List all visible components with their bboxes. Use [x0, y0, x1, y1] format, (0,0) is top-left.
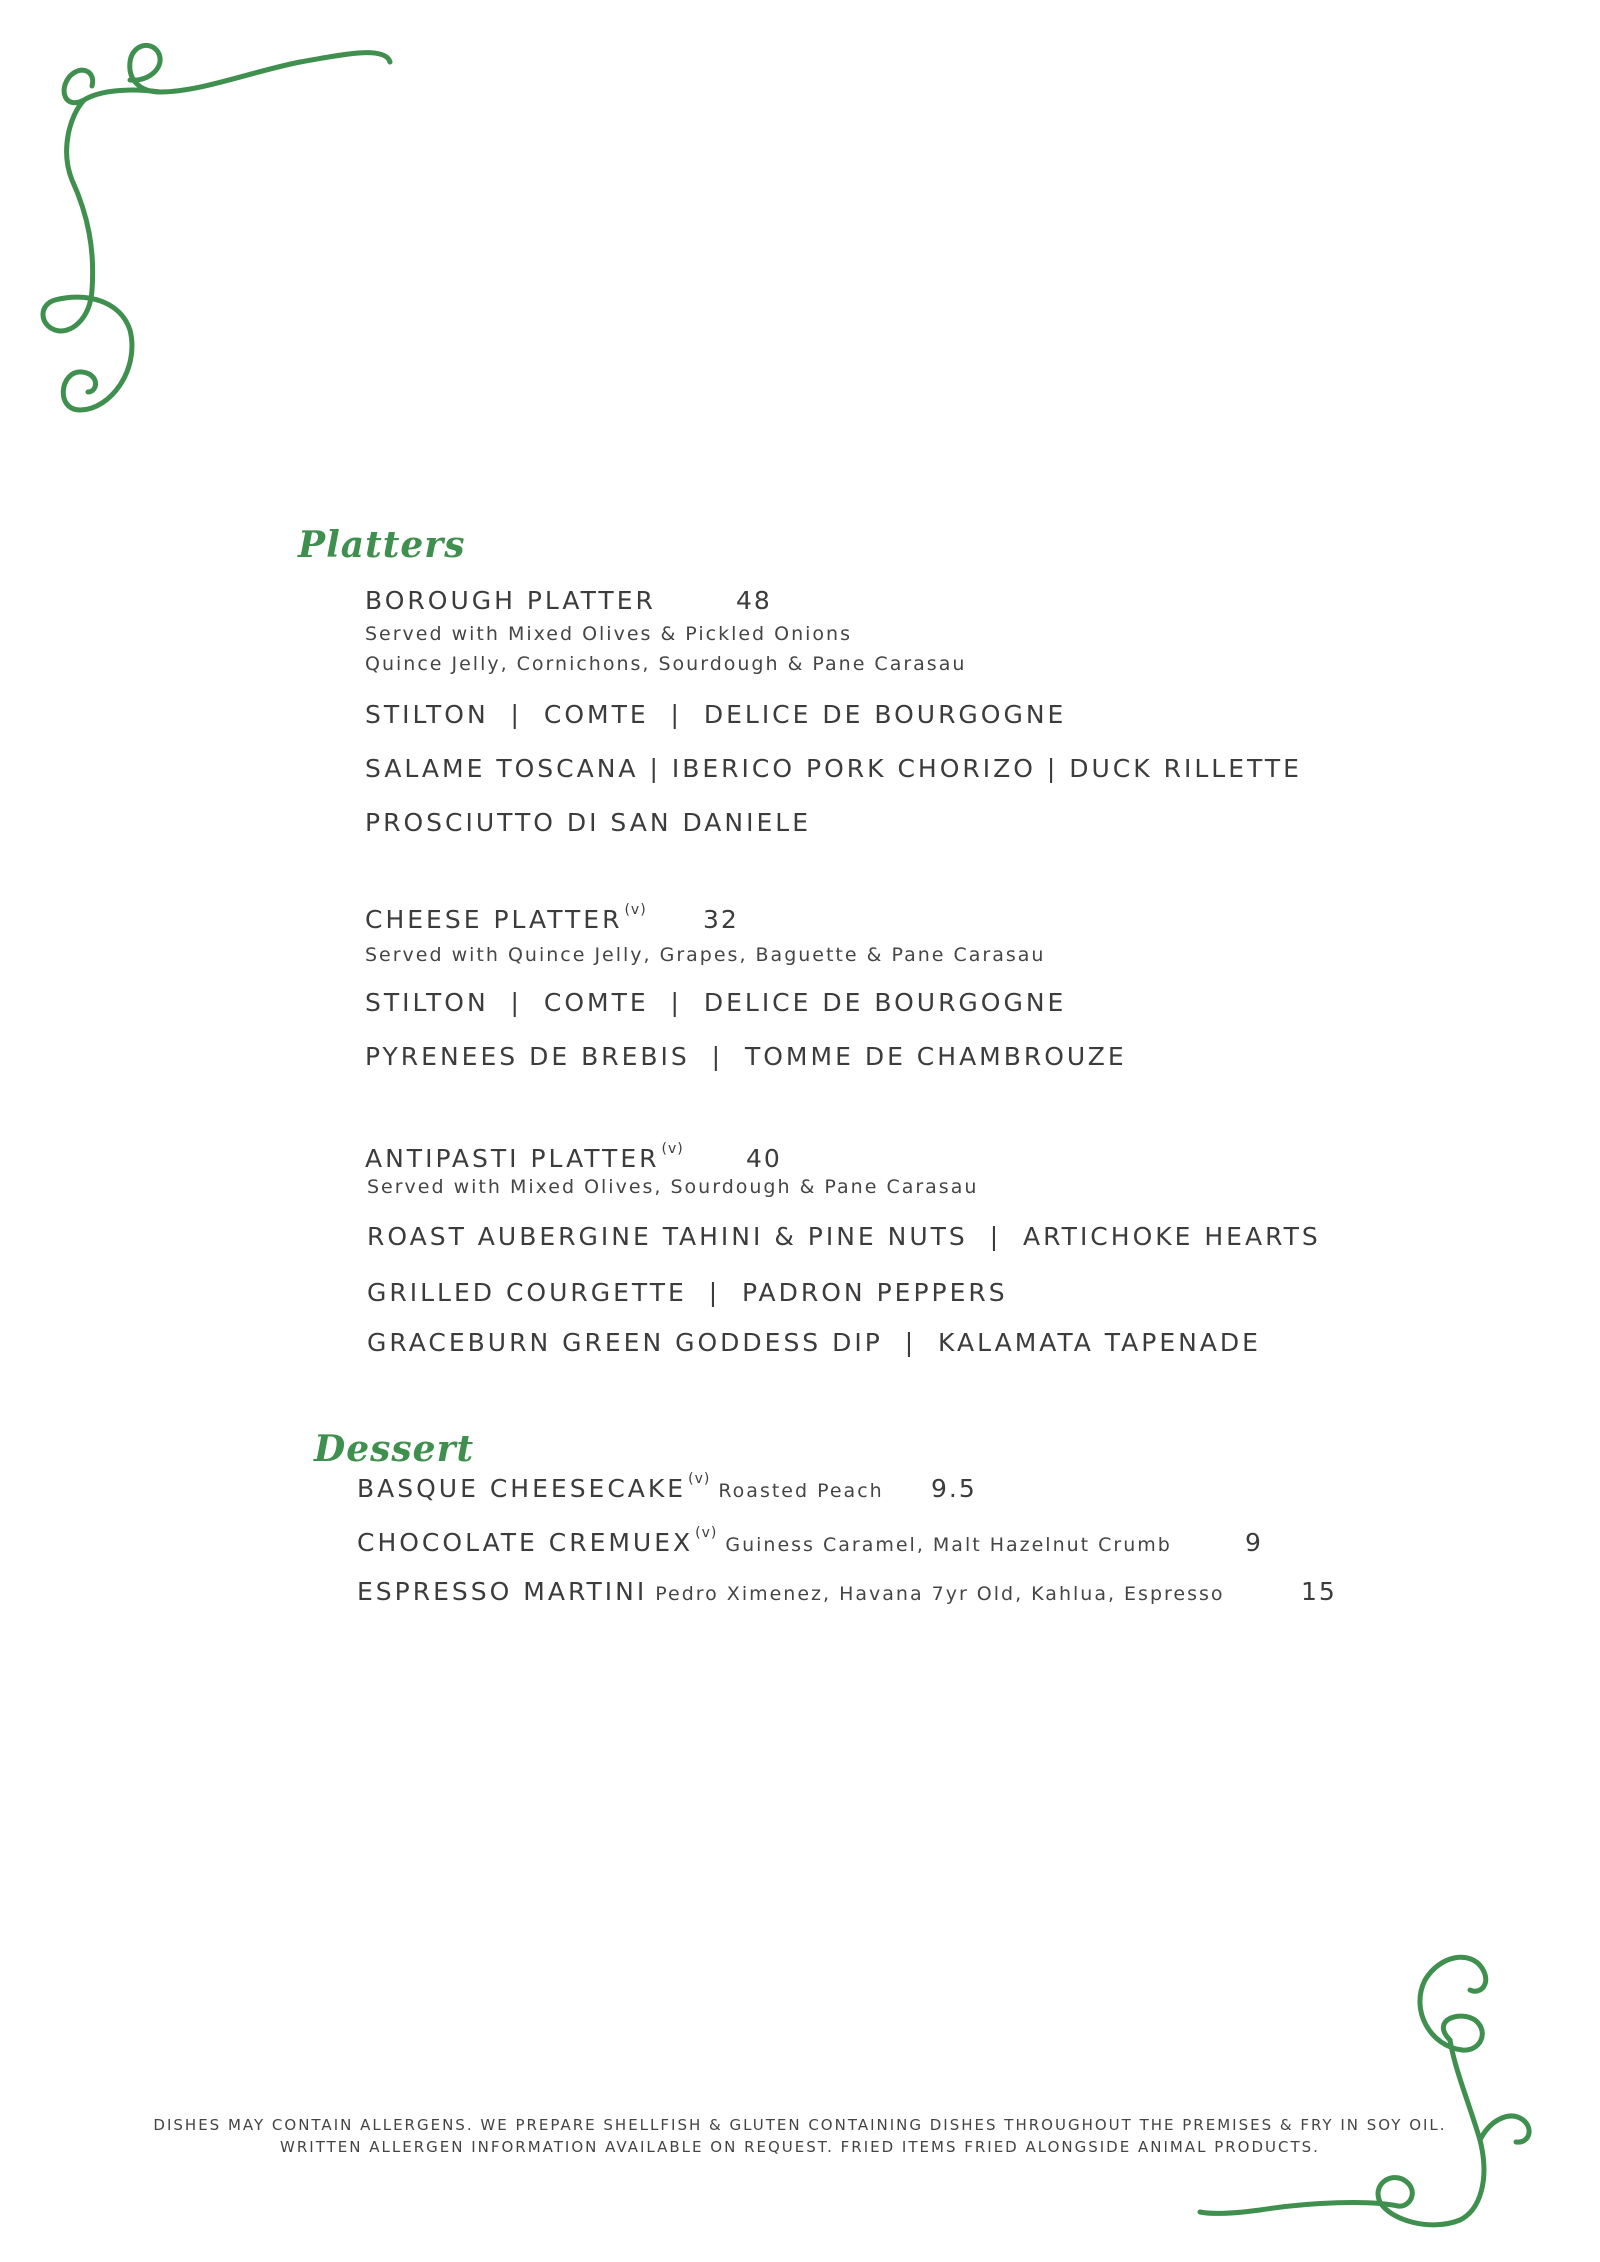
borough-platter-price: 48: [736, 586, 772, 615]
dessert-item-price: 9: [1245, 1528, 1263, 1557]
dessert-item-name: ESPRESSO MARTINI: [357, 1577, 648, 1606]
dessert-section-title: Dessert: [314, 1428, 475, 1470]
antipasti-platter-price: 40: [746, 1144, 782, 1173]
cheese-platter-desc-1: Served with Quince Jelly, Grapes, Baguette & Pane Carasau: [365, 944, 1046, 966]
borough-platter-desc-2: Quince Jelly, Cornichons, Sourdough & Pane Carasau: [365, 653, 967, 675]
allergen-notice-line-2: WRITTEN ALLERGEN INFORMATION AVAILABLE ON REQUEST. FRIED ITEMS FRIED ALONGSIDE ANIMAL PRODUCTS.: [280, 2138, 1320, 2156]
antipasti-platter-veg-tag: (v): [661, 1141, 684, 1157]
cheese-platter-name-row: [365, 902, 647, 934]
borough-platter-desc-1: Served with Mixed Olives & Pickled Onions: [365, 623, 852, 645]
dessert-item-desc: Pedro Ximenez, Havana 7yr Old, Kahlua, Espresso: [655, 1583, 1225, 1605]
dessert-item-veg-tag: (v): [688, 1471, 711, 1487]
antipasti-platter-desc-1: Served with Mixed Olives, Sourdough & Pane Carasau: [367, 1176, 979, 1198]
cheese-platter-line-1: STILTON | COMTE | DELICE DE BOURGOGNE: [365, 988, 1067, 1017]
top-left-swirl-ornament: [0, 0, 420, 430]
cheese-platter-veg-tag: (v): [624, 902, 647, 918]
bottom-right-swirl-ornament: [1190, 1840, 1600, 2262]
dessert-item-price: 15: [1301, 1577, 1337, 1606]
dessert-item-desc: Guiness Caramel, Malt Hazelnut Crumb: [725, 1534, 1172, 1556]
cheese-platter-name: CHEESE PLATTER: [365, 905, 623, 934]
antipasti-platter-name-row: [365, 1141, 684, 1173]
dessert-item-desc: Roasted Peach: [718, 1480, 884, 1502]
allergen-notice-line-1: DISHES MAY CONTAIN ALLERGENS. WE PREPARE SHELLFISH & GLUTEN CONTAINING DISHES THROUGHOUT THE PREMISES & FRY IN SOY OIL.: [153, 2116, 1447, 2134]
borough-platter-line-1: STILTON | COMTE | DELICE DE BOURGOGNE: [365, 700, 1067, 729]
dessert-item-price: 9.5: [931, 1474, 977, 1503]
borough-platter-line-2: SALAME TOSCANA | IBERICO PORK CHORIZO | DUCK RILLETTE: [365, 754, 1302, 783]
antipasti-platter-line-1: ROAST AUBERGINE TAHINI & PINE NUTS | ARTICHOKE HEARTS: [367, 1222, 1321, 1251]
cheese-platter-line-2: PYRENEES DE BREBIS | TOMME DE CHAMBROUZE: [365, 1042, 1127, 1071]
antipasti-platter-name: ANTIPASTI PLATTER: [365, 1144, 660, 1173]
dessert-item-name: BASQUE CHEESECAKE: [357, 1474, 687, 1503]
antipasti-platter-line-2: GRILLED COURGETTE | PADRON PEPPERS: [367, 1278, 1008, 1307]
borough-platter-line-3: PROSCIUTTO DI SAN DANIELE: [365, 808, 812, 837]
platters-section-title: Platters: [298, 524, 466, 566]
dessert-item-veg-tag: (v): [695, 1525, 718, 1541]
cheese-platter-price: 32: [703, 905, 739, 934]
dessert-item-name-row: [357, 1471, 884, 1503]
borough-platter-name: BOROUGH PLATTER: [365, 586, 656, 615]
dessert-item-name: CHOCOLATE CREMUEX: [357, 1528, 694, 1557]
antipasti-platter-line-3: GRACEBURN GREEN GODDESS DIP | KALAMATA TAPENADE: [367, 1328, 1261, 1357]
dessert-item-name-row: [357, 1577, 1225, 1606]
dessert-item-name-row: [357, 1525, 1172, 1557]
